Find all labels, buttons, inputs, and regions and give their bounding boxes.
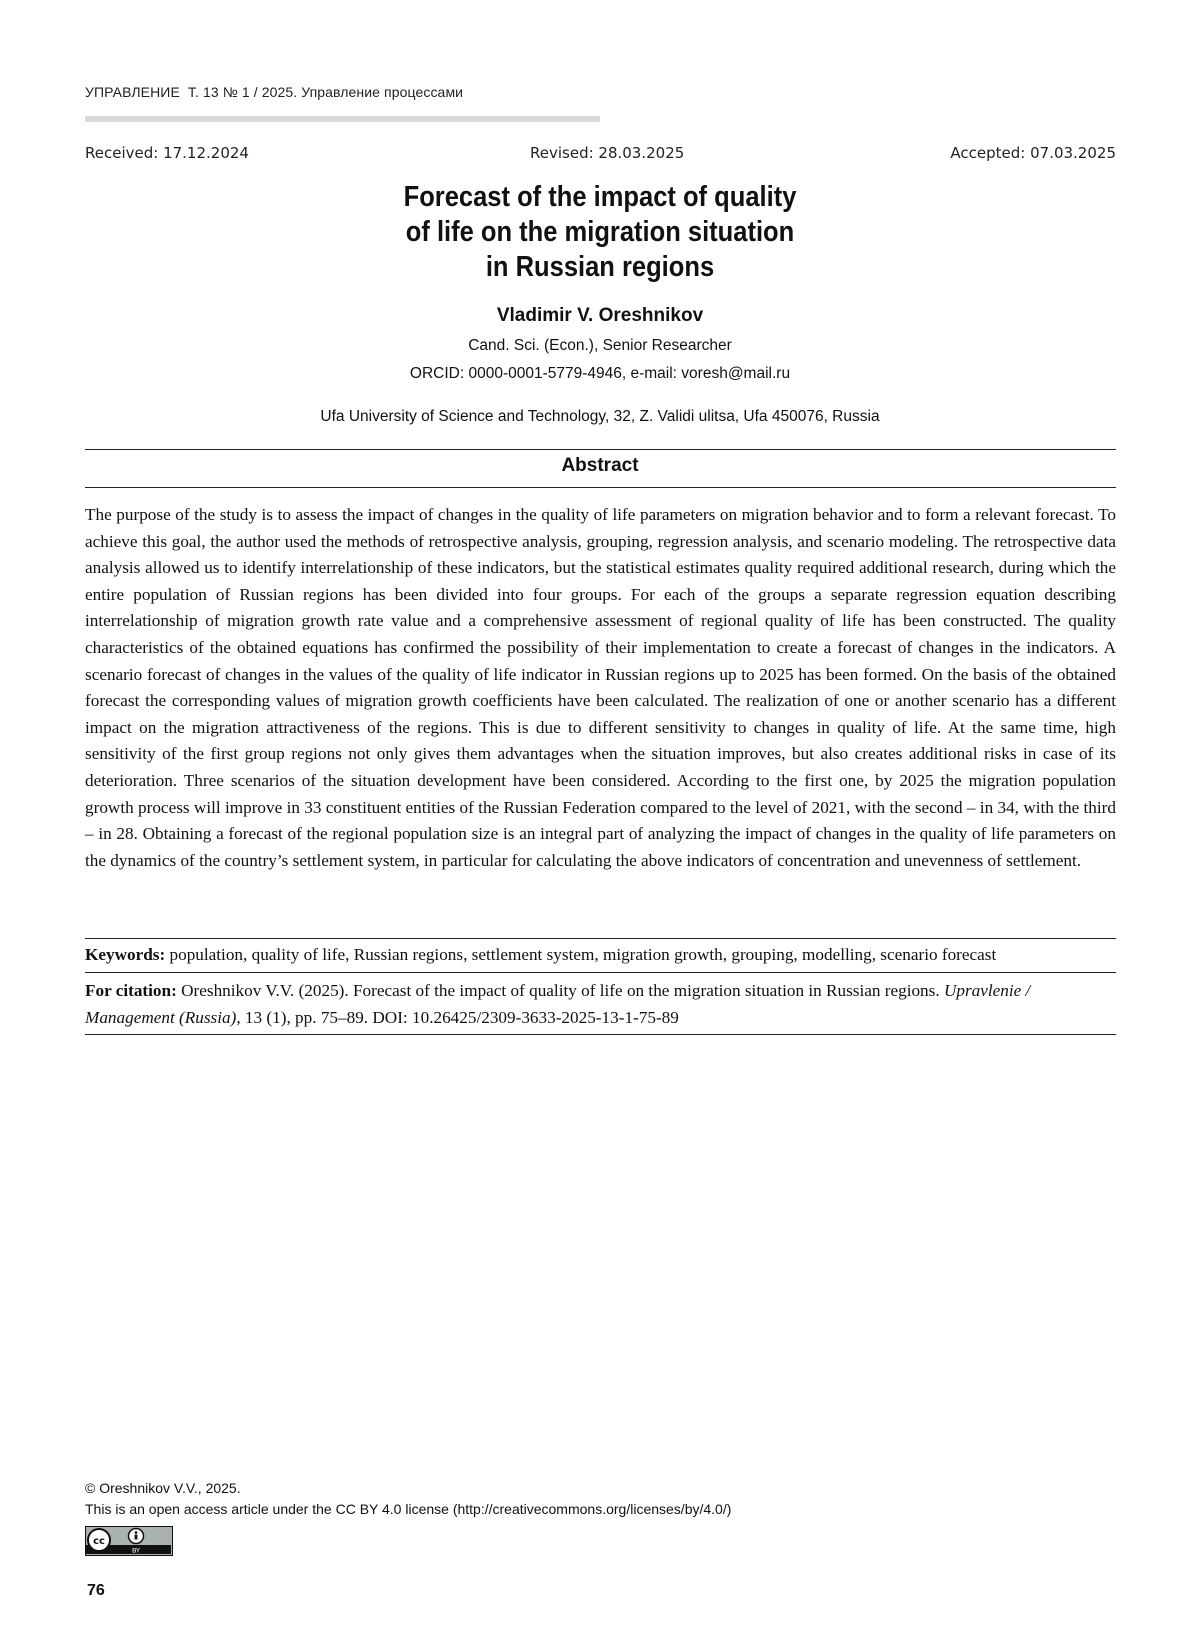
badge-label: BY (131, 1546, 141, 1554)
divider (85, 938, 1116, 939)
author-name: Vladimir V. Oreshnikov (496, 305, 704, 326)
revised-date: Revised: 28.03.2025 (530, 144, 685, 162)
divider (85, 487, 1116, 488)
received-date: Received: 17.12.2024 (85, 144, 249, 162)
title-line: in Russian regions (485, 251, 715, 283)
copyright: © Oreshnikov V.V., 2025. (85, 1480, 241, 1496)
author-degree: Cand. Sci. (Econ.), Senior Researcher (468, 337, 732, 354)
keywords-text: population, quality of life, Russian regions, settlement system, migration growth, grouping, modelling, scenario forecast (165, 945, 997, 964)
header-bar (85, 116, 600, 122)
abstract-heading: Abstract (561, 455, 639, 476)
article-dates (85, 144, 1116, 164)
keywords (85, 942, 1116, 968)
issue-info: Т. 13 № 1 / 2025. Управление процессами (187, 84, 464, 100)
citation-journal: Upravlenie / Management (Russia) (85, 981, 1031, 1027)
accepted-date: Accepted: 07.03.2025 (950, 144, 1116, 162)
author-orcid-email: ORCID: 0000-0001-5779-4946, e-mail: voresh@mail.ru (409, 365, 791, 382)
divider (85, 1034, 1116, 1035)
citation-text: Oreshnikov V.V. (2025). Forecast of the impact of quality of life on the migration situation in Russian regions. (176, 981, 944, 1000)
article-title (336, 180, 864, 285)
running-head (85, 84, 463, 100)
keywords-label: Keywords: (85, 945, 166, 964)
divider (85, 972, 1116, 973)
citation-label: For citation: (85, 981, 177, 1000)
cc-by-badge[interactable] (85, 1526, 173, 1556)
citation-details: , 13 (1), pp. 75–89. DOI: 10.26425/2309-3633-2025-13-1-75-89 (236, 1007, 679, 1027)
divider (85, 449, 1116, 450)
citation (85, 978, 1116, 1031)
title-line: of life on the migration situation (405, 216, 795, 248)
page-number: 76 (87, 1582, 105, 1599)
abstract-text: The purpose of the study is to assess the impact of changes in the quality of life parameters on migration behavior and to form a relevant forecast. To achieve this goal, the author used the methods of retrospective analysis, grouping, regression analysis, and scenario modeling. The retrospective data analysis allowed us to identify interrelationship of these indicators, but the statistical estimates quality required additional research, during which the entire population of Russian regions has been divided into four groups. For each of the groups a separate regression equation describing interrelationship of migration growth rate value and a comprehensive assessment of regional quality of life has been constructed. The quality characteristics of the obtained equations has confirmed the possibility of their implementation to create a forecast of changes in the indicators. A scenario forecast of changes in the values of the quality of life indicator in Russian regions up to 2025 has been formed. On the basis of the obtained forecast the corresponding values of migration growth coefficients have been calculated. The realization of one or another scenario has a different impact on the migration attractiveness of the regions. This is due to different sensitivity to changes in quality of life. At the same time, high sensitivity of the first group regions not only gives them advantages when the situation improves, but also creates additional risks in case of its deterioration. Three scenarios of the situation development have been considered. According to the first one, by 2025 the migration population growth process will improve in 33 constituent entities of the Russian Federation compared to the level of 2021, with the second – in 34, with the third – in 28. Obtaining a forecast of the regional population size is an integral part of analyzing the impact of changes in the quality of life parameters on the dynamics of the country’s settlement system, in particular for calculating the above indicators of concentration and unevenness of settlement. (85, 505, 1116, 870)
cc-logo-icon (86, 1527, 171, 1554)
svg-text:cc: cc (93, 1536, 105, 1547)
license-text: This is an open access article under the CC BY 4.0 license (http://creativecommons.org/licenses/by/4.0/) (85, 1501, 732, 1517)
title-line: Forecast of the impact of quality (403, 181, 797, 213)
journal-name: УПРАВЛЕНИЕ (85, 84, 180, 100)
author-affiliation: Ufa University of Science and Technology, 32, Z. Validi ulitsa, Ufa 450076, Russia (320, 408, 880, 425)
